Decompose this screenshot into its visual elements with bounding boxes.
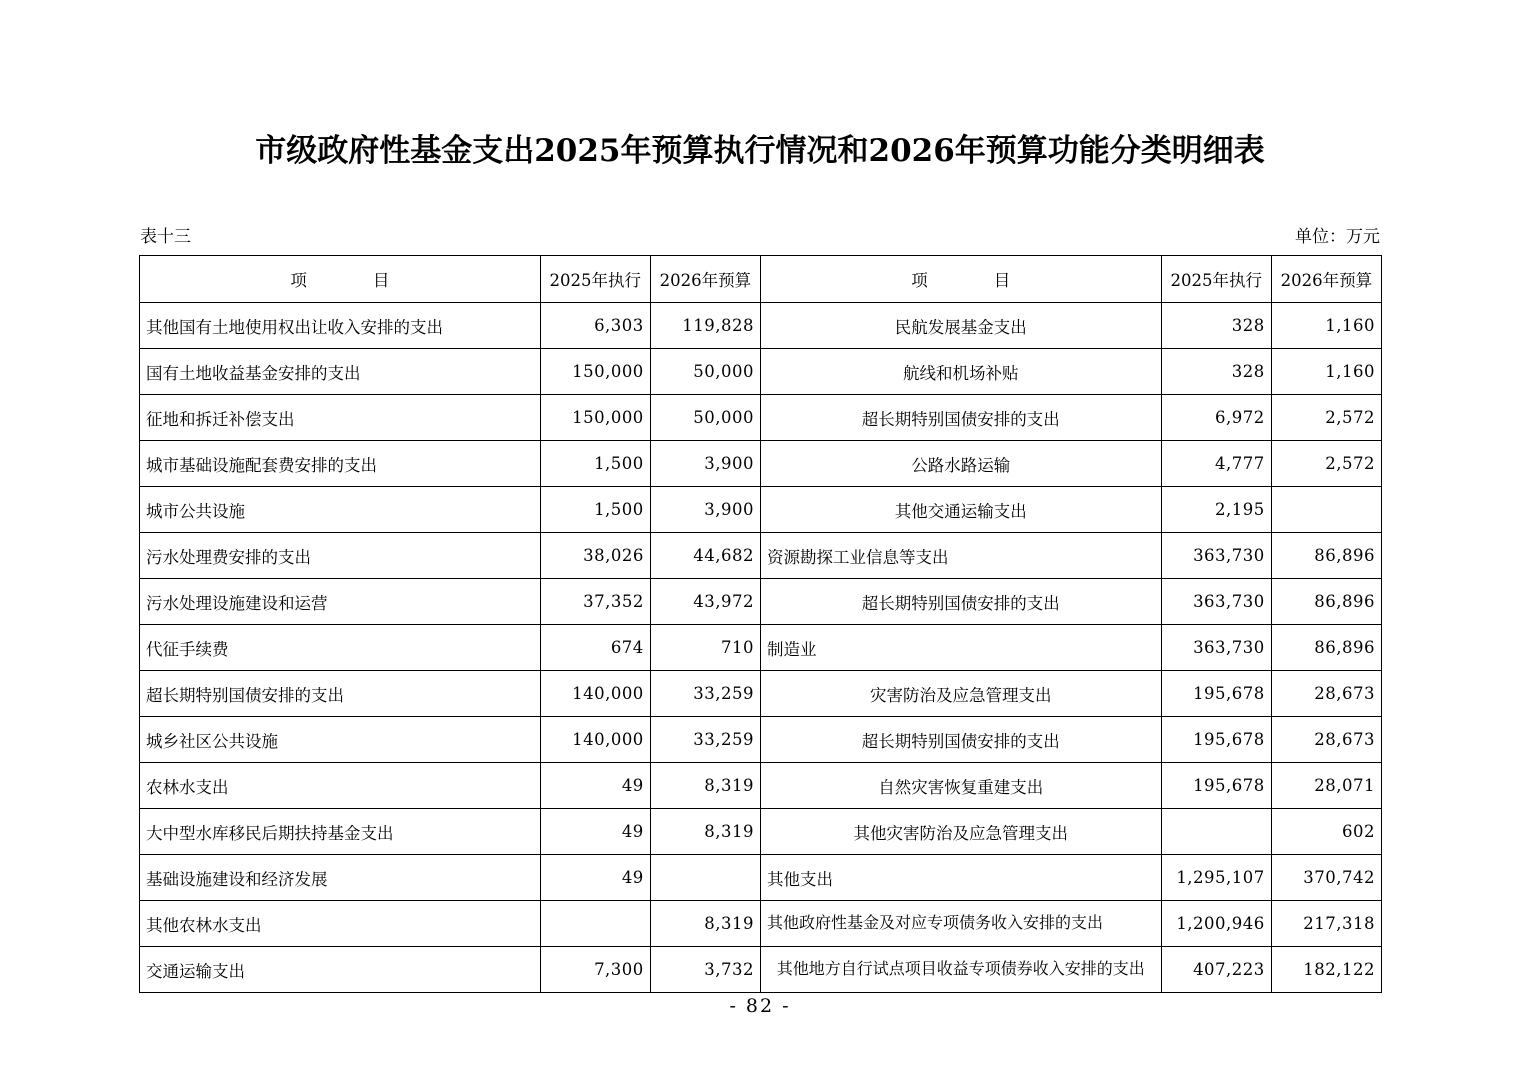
row-right-exec-value: 2,195 bbox=[1161, 487, 1271, 533]
row-right-item-name: 超长期特别国债安排的支出 bbox=[760, 579, 1161, 625]
row-left-budget-value: 710 bbox=[650, 625, 760, 671]
row-left-item-name: 污水处理费安排的支出 bbox=[140, 533, 541, 579]
row-left-exec-value: 37,352 bbox=[540, 579, 650, 625]
row-left-exec-value: 49 bbox=[540, 855, 650, 901]
row-left-exec-value: 140,000 bbox=[540, 717, 650, 763]
row-right-budget-value: 1,160 bbox=[1271, 303, 1381, 349]
row-left-budget-value: 3,900 bbox=[650, 441, 760, 487]
row-left-item-name: 大中型水库移民后期扶持基金支出 bbox=[140, 809, 541, 855]
row-right-item-name: 航线和机场补贴 bbox=[760, 349, 1161, 395]
row-left-budget-value: 8,319 bbox=[650, 809, 760, 855]
row-left-exec-value: 38,026 bbox=[540, 533, 650, 579]
table-header-row bbox=[140, 256, 1382, 303]
row-right-item-name: 超长期特别国债安排的支出 bbox=[760, 395, 1161, 441]
row-right-item-name: 其他交通运输支出 bbox=[760, 487, 1161, 533]
row-left-budget-value: 33,259 bbox=[650, 671, 760, 717]
row-left-exec-value: 1,500 bbox=[540, 487, 650, 533]
table-row bbox=[140, 395, 1382, 441]
header-right-budget: 2026年预算 bbox=[1271, 256, 1381, 303]
table-meta bbox=[140, 222, 1380, 247]
row-left-item-name: 超长期特别国债安排的支出 bbox=[140, 671, 541, 717]
row-left-item-name: 其他国有土地使用权出让收入安排的支出 bbox=[140, 303, 541, 349]
row-left-item-name: 国有土地收益基金安排的支出 bbox=[140, 349, 541, 395]
row-right-budget-value: 86,896 bbox=[1271, 625, 1381, 671]
row-right-exec-value: 195,678 bbox=[1161, 763, 1271, 809]
row-left-exec-value: 140,000 bbox=[540, 671, 650, 717]
row-right-budget-value: 370,742 bbox=[1271, 855, 1381, 901]
row-right-exec-value: 363,730 bbox=[1161, 579, 1271, 625]
row-left-budget-value: 8,319 bbox=[650, 901, 760, 947]
row-left-exec-value: 150,000 bbox=[540, 349, 650, 395]
table-row bbox=[140, 441, 1382, 487]
row-right-budget-value: 2,572 bbox=[1271, 395, 1381, 441]
table-header bbox=[140, 256, 1382, 303]
unit-note: 单位：万元 bbox=[1295, 227, 1380, 247]
row-right-exec-value: 1,295,107 bbox=[1161, 855, 1271, 901]
row-left-budget-value: 50,000 bbox=[650, 395, 760, 441]
row-right-exec-value: 6,972 bbox=[1161, 395, 1271, 441]
row-right-item-name: 其他政府性基金及对应专项债务收入安排的支出 bbox=[760, 901, 1161, 947]
row-left-budget-value: 119,828 bbox=[650, 303, 760, 349]
row-left-exec-value: 1,500 bbox=[540, 441, 650, 487]
page-footer-number: - 82 - bbox=[729, 995, 791, 1017]
row-left-item-name: 污水处理设施建设和运营 bbox=[140, 579, 541, 625]
row-right-exec-value: 1,200,946 bbox=[1161, 901, 1271, 947]
header-right-item: 项 目 bbox=[760, 256, 1161, 303]
row-right-budget-value: 86,896 bbox=[1271, 579, 1381, 625]
row-left-budget-value: 33,259 bbox=[650, 717, 760, 763]
table-row bbox=[140, 579, 1382, 625]
table-row bbox=[140, 901, 1382, 947]
table-row bbox=[140, 671, 1382, 717]
table-row bbox=[140, 303, 1382, 349]
header-left-budget: 2026年预算 bbox=[650, 256, 760, 303]
table-row bbox=[140, 487, 1382, 533]
row-right-item-name: 自然灾害恢复重建支出 bbox=[760, 763, 1161, 809]
header-left-exec: 2025年执行 bbox=[540, 256, 650, 303]
row-right-budget-value: 28,673 bbox=[1271, 717, 1381, 763]
row-right-exec-value: 363,730 bbox=[1161, 533, 1271, 579]
header-right-exec: 2025年执行 bbox=[1161, 256, 1271, 303]
row-left-exec-value: 49 bbox=[540, 809, 650, 855]
row-right-exec-value: 195,678 bbox=[1161, 671, 1271, 717]
row-left-budget-value: 8,319 bbox=[650, 763, 760, 809]
row-right-item-name: 民航发展基金支出 bbox=[760, 303, 1161, 349]
table-row bbox=[140, 809, 1382, 855]
row-left-exec-value: 49 bbox=[540, 763, 650, 809]
row-left-exec-value: 7,300 bbox=[540, 947, 650, 993]
row-left-exec-value: 6,303 bbox=[540, 303, 650, 349]
row-left-item-name: 农林水支出 bbox=[140, 763, 541, 809]
row-left-item-name: 城市公共设施 bbox=[140, 487, 541, 533]
row-right-item-name: 其他支出 bbox=[760, 855, 1161, 901]
row-right-budget-value: 2,572 bbox=[1271, 441, 1381, 487]
row-right-item-name: 其他地方自行试点项目收益专项债券收入安排的支出 bbox=[760, 947, 1161, 993]
row-right-budget-value bbox=[1271, 487, 1381, 533]
row-left-exec-value: 674 bbox=[540, 625, 650, 671]
row-left-item-name: 城市基础设施配套费安排的支出 bbox=[140, 441, 541, 487]
row-right-budget-value: 86,896 bbox=[1271, 533, 1381, 579]
table-row bbox=[140, 349, 1382, 395]
table-body bbox=[140, 303, 1382, 993]
table-row bbox=[140, 533, 1382, 579]
row-right-item-name: 制造业 bbox=[760, 625, 1161, 671]
row-left-item-name: 征地和拆迁补偿支出 bbox=[140, 395, 541, 441]
row-left-item-name: 基础设施建设和经济发展 bbox=[140, 855, 541, 901]
page-title: 市级政府性基金支出2025年预算执行情况和2026年预算功能分类明细表 bbox=[255, 133, 1265, 169]
row-left-exec-value bbox=[540, 901, 650, 947]
row-right-exec-value: 4,777 bbox=[1161, 441, 1271, 487]
row-left-budget-value: 44,682 bbox=[650, 533, 760, 579]
row-right-budget-value: 602 bbox=[1271, 809, 1381, 855]
row-left-budget-value bbox=[650, 855, 760, 901]
row-right-budget-value: 28,673 bbox=[1271, 671, 1381, 717]
row-left-item-name: 其他农林水支出 bbox=[140, 901, 541, 947]
row-left-item-name: 城乡社区公共设施 bbox=[140, 717, 541, 763]
table-row bbox=[140, 947, 1382, 993]
row-right-budget-value: 28,071 bbox=[1271, 763, 1381, 809]
row-right-item-name: 超长期特别国债安排的支出 bbox=[760, 717, 1161, 763]
table-label: 表十三 bbox=[140, 227, 191, 247]
row-left-item-name: 交通运输支出 bbox=[140, 947, 541, 993]
row-right-exec-value: 363,730 bbox=[1161, 625, 1271, 671]
row-right-exec-value: 407,223 bbox=[1161, 947, 1271, 993]
header-left-item: 项 目 bbox=[140, 256, 541, 303]
row-right-item-name: 灾害防治及应急管理支出 bbox=[760, 671, 1161, 717]
row-right-budget-value: 217,318 bbox=[1271, 901, 1381, 947]
row-left-budget-value: 50,000 bbox=[650, 349, 760, 395]
row-left-budget-value: 3,900 bbox=[650, 487, 760, 533]
row-right-budget-value: 1,160 bbox=[1271, 349, 1381, 395]
row-right-exec-value: 195,678 bbox=[1161, 717, 1271, 763]
row-right-item-name: 其他灾害防治及应急管理支出 bbox=[760, 809, 1161, 855]
row-right-item-name: 资源勘探工业信息等支出 bbox=[760, 533, 1161, 579]
table-row bbox=[140, 763, 1382, 809]
row-right-budget-value: 182,122 bbox=[1271, 947, 1381, 993]
budget-table bbox=[139, 255, 1382, 993]
row-right-exec-value bbox=[1161, 809, 1271, 855]
table-row bbox=[140, 717, 1382, 763]
row-left-budget-value: 43,972 bbox=[650, 579, 760, 625]
row-right-exec-value: 328 bbox=[1161, 303, 1271, 349]
row-left-budget-value: 3,732 bbox=[650, 947, 760, 993]
row-left-exec-value: 150,000 bbox=[540, 395, 650, 441]
table-row bbox=[140, 855, 1382, 901]
row-left-item-name: 代征手续费 bbox=[140, 625, 541, 671]
table-row bbox=[140, 625, 1382, 671]
row-right-item-name: 公路水路运输 bbox=[760, 441, 1161, 487]
row-right-exec-value: 328 bbox=[1161, 349, 1271, 395]
